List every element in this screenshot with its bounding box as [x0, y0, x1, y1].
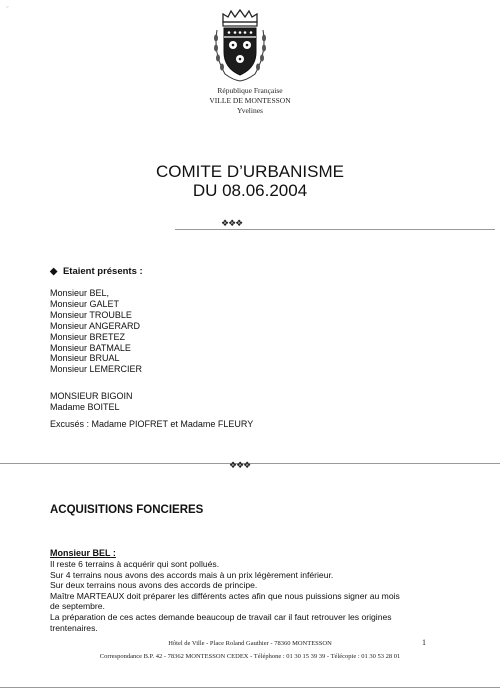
paragraph-line: Sur deux terrains nous avons des accords de principe.	[50, 580, 258, 591]
speaker-suffix: :	[110, 548, 116, 558]
list-item: Monsieur ANGERARD	[50, 320, 141, 331]
page-number: 1	[422, 638, 426, 647]
header-city: VILLE DE MONTESSON	[209, 96, 291, 105]
paragraph-line: Il reste 6 terrains à acquérir qui sont pollués.	[50, 559, 220, 569]
footer-contact: Correspondance B.P. 42 - 78362 MONTESSON CEDEX - Téléphone : 01 30 15 39 39 - Télécopie : 01 30 53 28 01	[99, 653, 401, 660]
list-item: Monsieur BEL,	[50, 288, 110, 298]
section-title: ACQUISITIONS FONCIERES	[50, 504, 204, 516]
speaker-name: Monsieur BEL	[50, 548, 111, 558]
list-item: Monsieur BRETEZ	[50, 331, 126, 342]
list-item: Monsieur LEMERCIER	[50, 364, 143, 375]
paragraph-line: trentenaires.	[50, 622, 98, 633]
ornament-divider-middle: ❖❖❖	[229, 460, 251, 470]
list-item: MONSIEUR BIGOIN	[50, 391, 133, 401]
page-subtitle-date: DU 08.06.2004	[192, 181, 308, 200]
present-heading-text: Etaient présents :	[62, 266, 143, 277]
list-item: Monsieur TROUBLE	[50, 309, 132, 320]
paragraph-line: Maître MARTEAUX doit préparer les différents actes afin que nous puissions signer au mois	[50, 590, 400, 601]
paragraph-line: Sur 4 terrains nous avons des accords mais à un prix légèrement inférieur.	[50, 569, 334, 580]
minutes-paragraph	[50, 559, 447, 633]
header-department: Yvelines	[237, 106, 263, 115]
speaker-line	[50, 548, 116, 558]
scan-line-top	[175, 229, 495, 230]
present-heading	[50, 266, 143, 277]
header-republique: République Française	[217, 86, 283, 95]
scan-mark: ᵕ	[6, 4, 9, 11]
page-title: COMITE D’URBANISME	[156, 162, 344, 181]
present-list	[50, 288, 142, 375]
others-list	[50, 391, 133, 413]
list-item: Madame BOITEL	[50, 401, 120, 412]
ornament-divider-top: ❖❖❖	[221, 218, 243, 228]
excused-line: Excusés : Madame PIOFRET et Madame FLEURY	[50, 419, 254, 429]
paragraph-line: La préparation de ces actes demande beaucoup de travail car il faut retrouver les origines	[50, 611, 392, 622]
footer-address: Hôtel de Ville - Place Roland Gauthier - 78360 MONTESSON	[168, 640, 332, 647]
list-item: Monsieur BRUAL	[50, 353, 120, 364]
bullet-diamond-icon: ◆	[50, 266, 58, 277]
paragraph-line: de septembre.	[50, 601, 105, 612]
list-item: Monsieur GALET	[50, 298, 120, 309]
list-item: Monsieur BATMALE	[50, 342, 131, 353]
coat-of-arms-icon	[211, 8, 269, 84]
